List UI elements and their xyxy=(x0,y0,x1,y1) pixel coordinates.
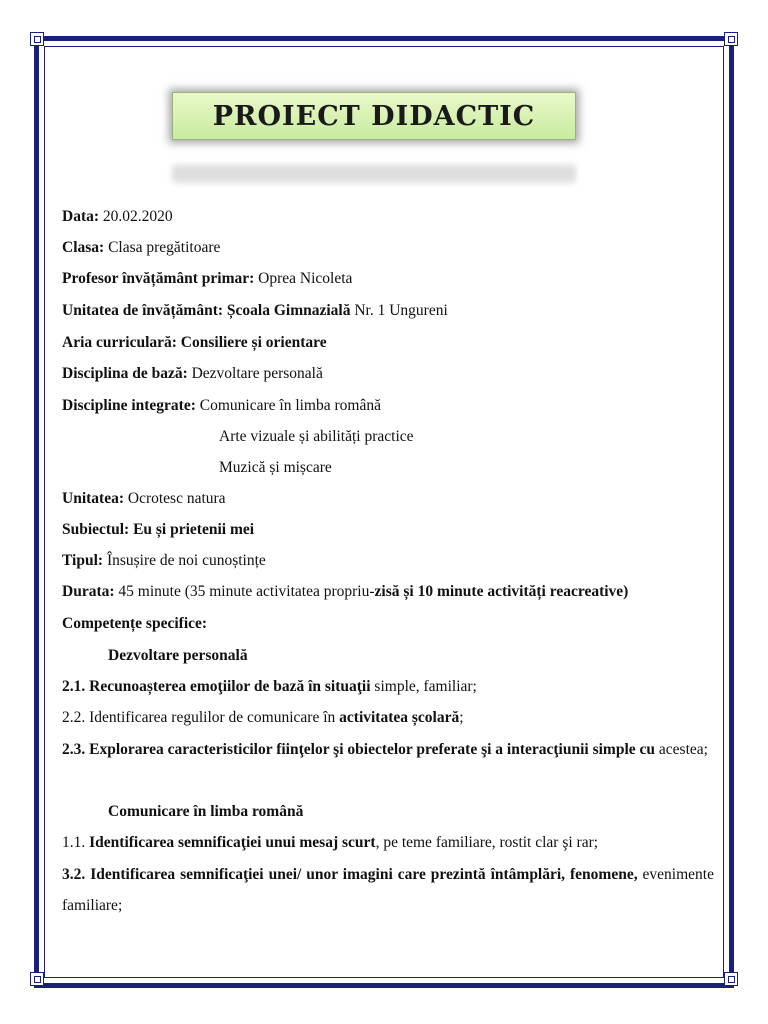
field-profesor: Profesor învățământ primar: Oprea Nicoleta xyxy=(62,270,353,287)
section-heading: Comunicare în limba română xyxy=(108,803,304,820)
title-reflection xyxy=(172,164,576,184)
field-unitatea: Unitatea: Ocrotesc natura xyxy=(62,490,226,507)
field-subiectul: Subiectul: Eu și prietenii mei xyxy=(62,521,255,538)
border-corner-ornament xyxy=(724,972,738,986)
competence-item: 2.1. Recunoașterea emoţiilor de bază în situaţii simple, familiar; xyxy=(62,678,477,695)
field-durata: Durata: 45 minute (35 minute activitatea propriu-zisă și 10 minute activități reacreative) xyxy=(62,583,629,600)
document-title: PROIECT DIDACTIC xyxy=(212,100,536,132)
field-clasa: Clasa: Clasa pregătitoare xyxy=(62,239,221,256)
field-tipul: Tipul: Însușire de noi cunoștințe xyxy=(62,552,266,569)
competence-item: 3.2. Identificarea semnificaţiei unei/ unor imagini care prezintă întâmplări, fenomene, evenimente familiare; xyxy=(62,866,714,914)
competence-item: 2.2. Identificarea regulilor de comunicare în activitatea școlară; xyxy=(62,709,464,726)
field-aria-curriculara: Aria curriculară: Consiliere și orientare xyxy=(62,334,327,351)
competence-item: 1.1. Identificarea semnificaţiei unui mesaj scurt, pe teme familiare, rostit clar şi rar; xyxy=(62,834,599,851)
integrated-discipline-item: Muzică și mișcare xyxy=(219,459,332,476)
border-corner-ornament xyxy=(724,32,738,46)
field-discipline-integrate: Discipline integrate: Comunicare în limba română xyxy=(62,397,381,414)
border-corner-ornament xyxy=(30,32,44,46)
integrated-discipline-item: Arte vizuale și abilități practice xyxy=(219,428,414,445)
field-disciplina: Disciplina de bază: Dezvoltare personală xyxy=(62,365,323,382)
title-banner xyxy=(172,92,576,140)
competente-heading: Competențe specifice: xyxy=(62,615,208,632)
field-data: Data: 20.02.2020 xyxy=(62,208,173,225)
border-corner-ornament xyxy=(30,972,44,986)
section-heading: Dezvoltare personală xyxy=(108,647,248,664)
field-unitatea-invatamant: Unitatea de învățământ: Școala Gimnazială Nr. 1 Ungureni xyxy=(62,302,448,319)
competence-item: 2.3. Explorarea caracteristicilor fiinţelor şi obiectelor preferate şi a interacţiunii simple cu acestea; xyxy=(62,741,708,758)
